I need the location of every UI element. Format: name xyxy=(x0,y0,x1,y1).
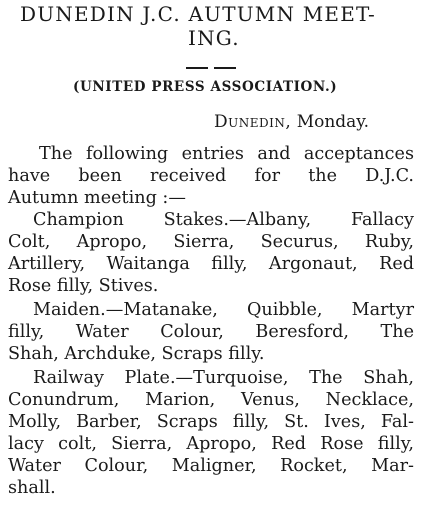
dateline xyxy=(214,112,369,132)
body-line: Artillery, Waitanga filly, Argonaut, Red xyxy=(8,254,414,274)
divider-rule-right xyxy=(214,67,236,69)
body-line: Molly, Barber, Scraps filly, St. Ives, Fal- xyxy=(8,412,414,432)
dateline-day: Monday. xyxy=(296,112,370,132)
body-line: The following entries and acceptances xyxy=(39,144,414,164)
body-line: have been received for the D.J.C. xyxy=(8,166,414,186)
body-line: shall. xyxy=(8,478,56,498)
body-line: Railway Plate.—Turquoise, The Shah, xyxy=(33,368,414,388)
dateline-place: Dunedin, xyxy=(214,112,292,132)
body-line: Rose filly, Stives. xyxy=(8,276,159,296)
agency-credit: (UNITED PRESS ASSOCIATION.) xyxy=(73,79,338,95)
body-line: Champion Stakes.—Albany, Fallacy xyxy=(33,210,414,230)
body-line: Maiden.—Matanake, Quibble, Martyr xyxy=(33,300,414,320)
body-line: Conundrum, Marion, Venus, Necklace, xyxy=(8,390,414,410)
body-line: Colt, Apropo, Sierra, Securus, Ruby, xyxy=(8,232,414,252)
headline-line-2: ING. xyxy=(188,26,240,50)
body-line: filly, Water Colour, Beresford, The xyxy=(8,322,414,342)
divider-rule-left xyxy=(186,67,208,69)
body-line: Shah, Archduke, Scraps filly. xyxy=(8,344,265,364)
body-line: Water Colour, Maligner, Rocket, Mar- xyxy=(8,456,414,476)
body-line: lacy colt, Sierra, Apropo, Red Rose filly, xyxy=(8,434,414,454)
headline-line-1: DUNEDIN J.C. AUTUMN MEET- xyxy=(20,2,376,26)
body-line: Autumn meeting :— xyxy=(8,188,186,208)
